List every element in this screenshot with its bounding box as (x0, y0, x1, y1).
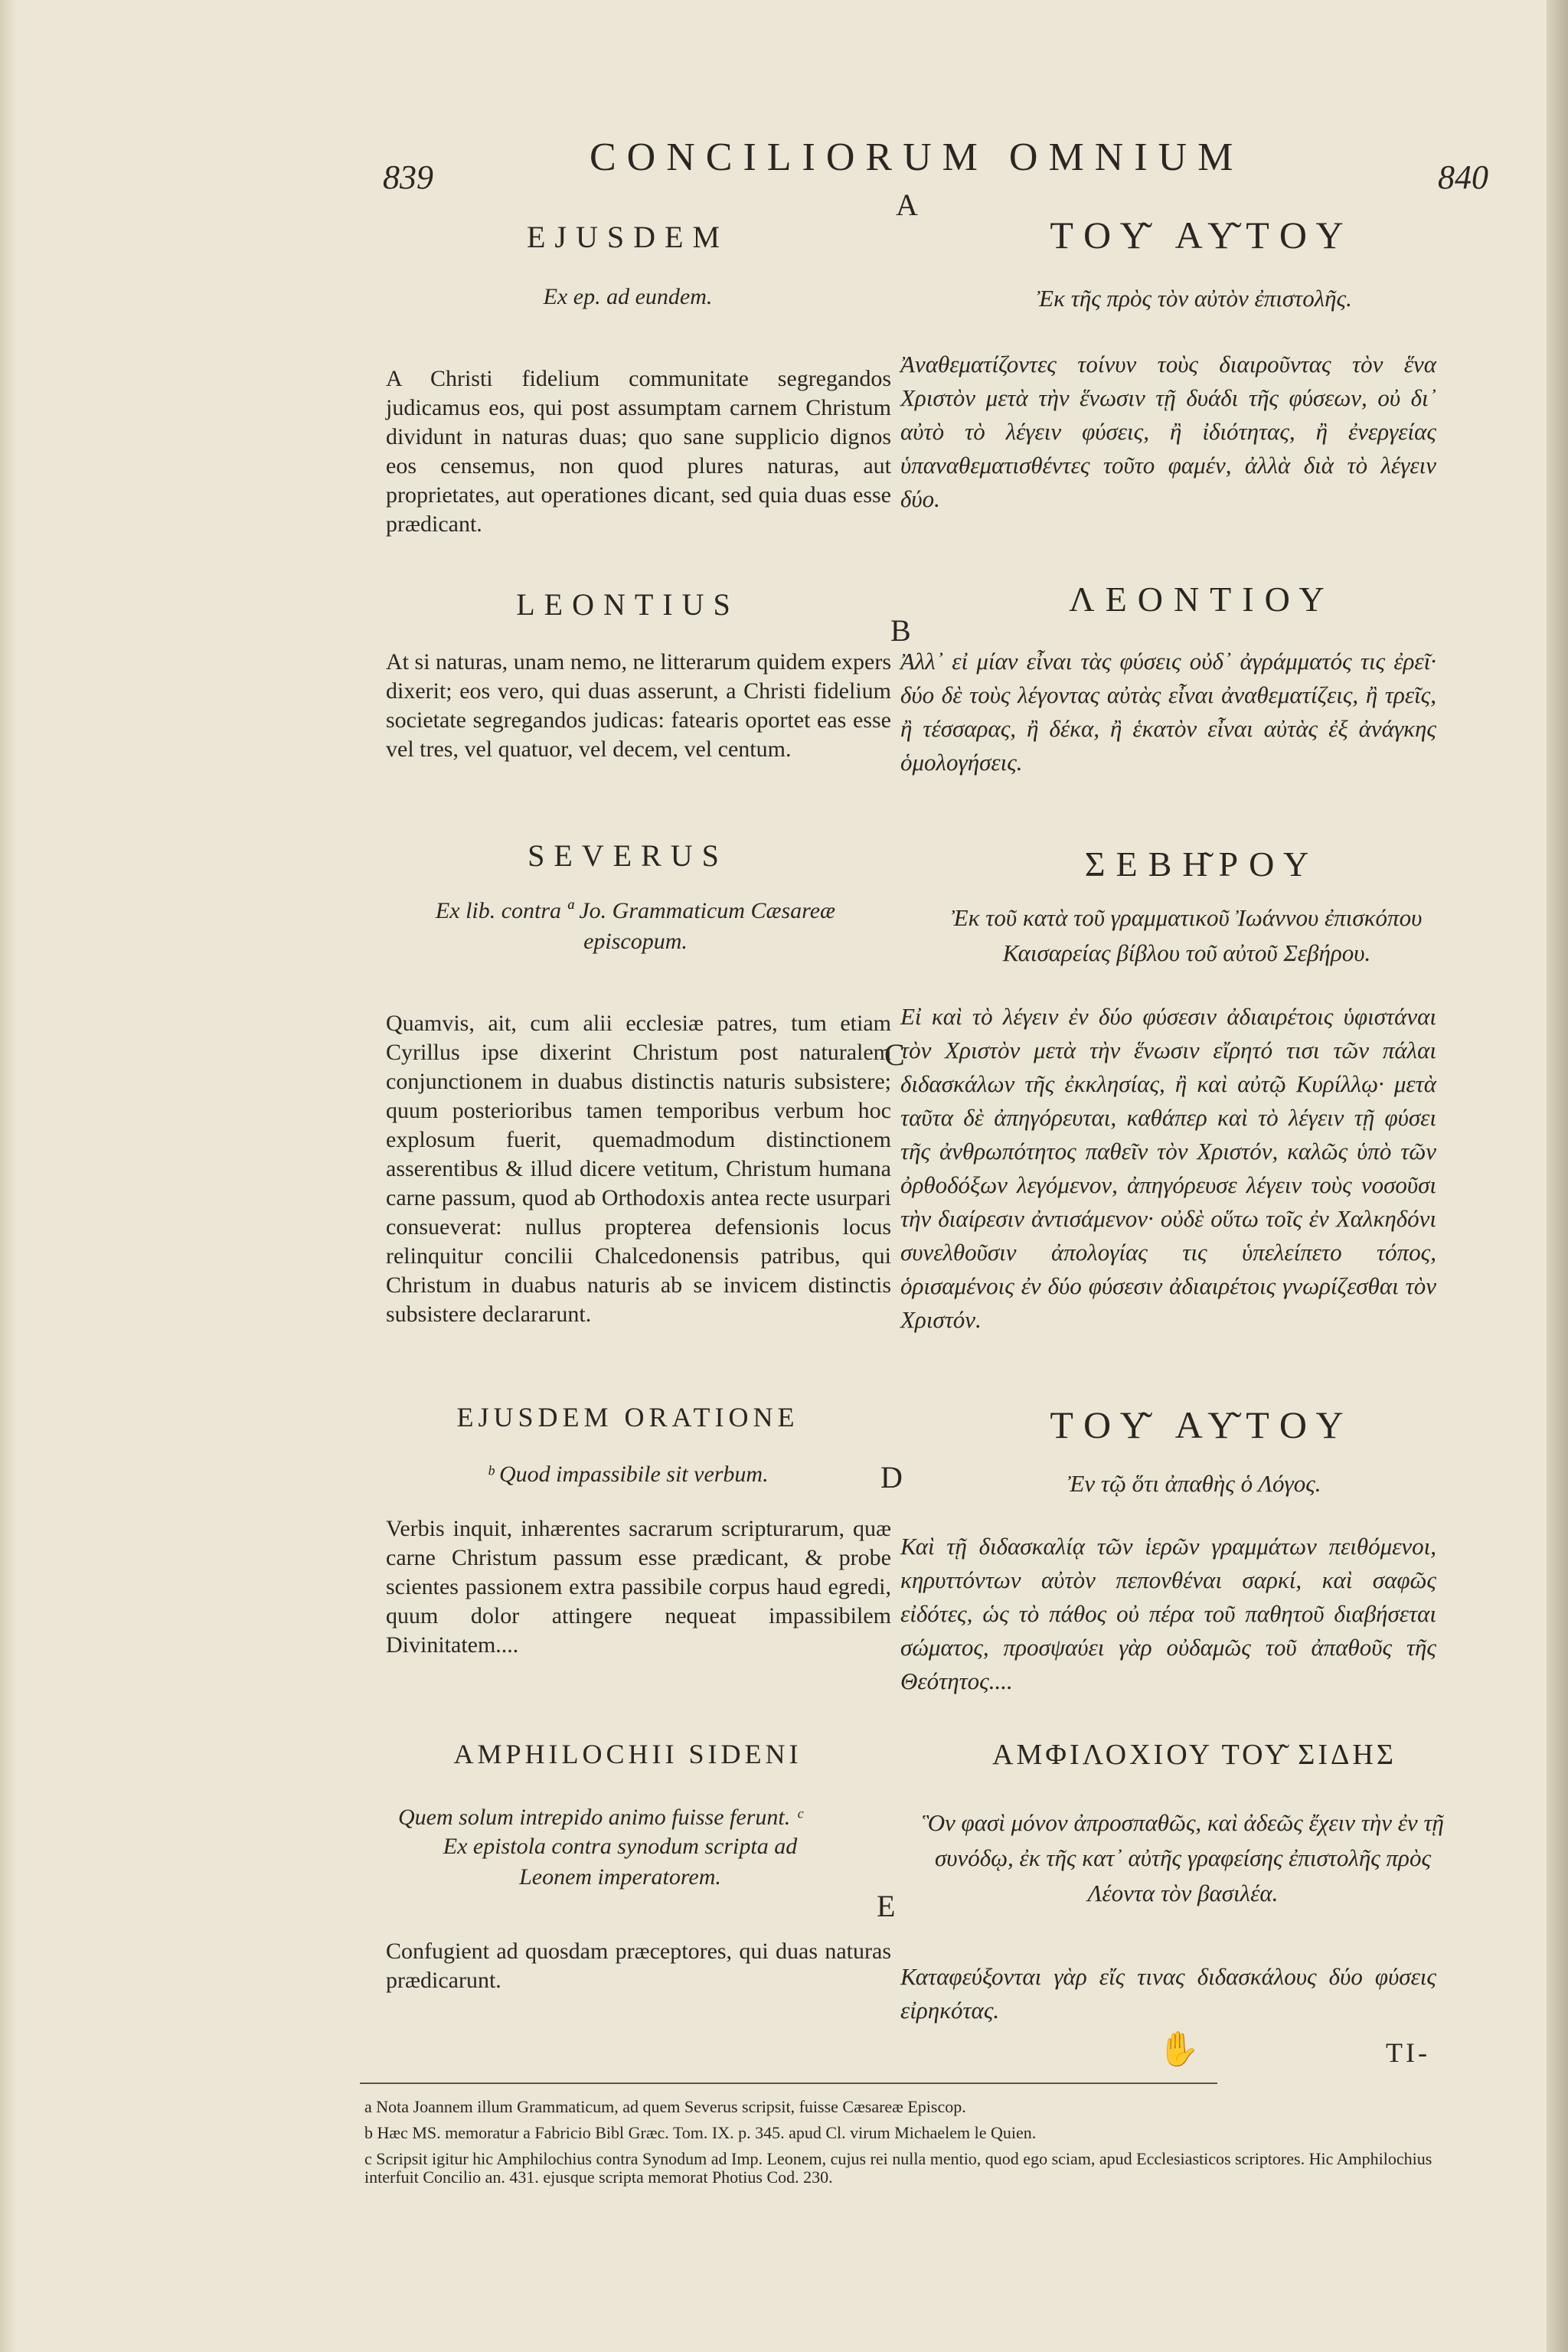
greek-heading-tou-autou: ΤΟΥ͂ ΑΥ͂ΤΟΥ (1050, 214, 1354, 256)
greek-paragraph: Εἰ καὶ τὸ λέγειν ἐν δύο φύσεσιν ἀδιαιρέτοις ὑφιστάναι τὸν Χριστὸν μετὰ τὴν ἕνωσιν εἴρητό τισι τῶν πάλαι διδασκάλων τῆς ἐκκλησίας, ἢ καὶ αὐτῷ Κυρίλλῳ· μετὰ ταῦτα δὲ ἀπηγόρευται, καθάπερ καὶ τὸ λέγειν τῇ φύσει τῆς ἀνθρωπότητος παθεῖν τὸν Χριστόν, καλῶς ὑπὸ τῶν ὀρθοδόξων λεγόμενον, ἀπηγόρευσε λέγειν τοὺς νοσοῦσι τὴν διαίρεσιν ἀντισάμενον· οὐδὲ οὕτω τοῖς ἐν Χαλκηδόνι συνελθοῦσιν ἀπολογίας τις ὑπελείπετο τόπος, ὁρισαμένοις ἐν δύο φύσεσιν ἀδιαιρέτοις γνωρίζεσθαι τὸν Χριστόν. (900, 1003, 1436, 1333)
printer-ornament: ✋ (1158, 2030, 1200, 2068)
footnote-b: b Hæc MS. memoratur a Fabricio Bibl Græc. Tom. IX. p. 345. apud Cl. virum Michaelem le Quien. (364, 2123, 1037, 2142)
greek-subheading: Ἐν τῷ ὅτι ἀπαθὴς ὁ Λόγος. (1067, 1470, 1321, 1497)
latin-paragraph: Verbis inquit, inhærentes sacrarum scripturarum, quæ carne Christum passum esse prædicant, & probe scientes passionem extra passibile corpus haud egredi, quum dolor attingere nequeat impassibilem Divinitatem.... (386, 1516, 891, 1658)
latin-paragraph: At si naturas, unam nemo, ne litterarum quidem expers dixerit; eos vero, qui duas asserunt, a Christi fidelium societate segregandos judicas: fatearis oportet eas esse vel tres, vel quatuor, vel decem, vel centum. (386, 649, 891, 762)
section-marker-c: C (884, 1037, 905, 1072)
page-number-right: 840 (1438, 158, 1488, 196)
greek-subheading: Ἐκ τοῦ κατὰ τοῦ γραμματικοῦ Ἰωάννου ἐπισκόπου Καισαρείας βίβλου τοῦ αὐτοῦ Σεβήρου. (951, 904, 1423, 966)
greek-heading-tou-autou: ΤΟΥ͂ ΑΥ͂ΤΟΥ (1050, 1403, 1354, 1446)
latin-subheading: Quem solum intrepido animo fuisse ferunt. ᶜ (398, 1805, 802, 1830)
latin-heading-ejusdem-oratione: EJUSDEM ORATIONE (456, 1402, 799, 1432)
footnote-a: a Nota Joannem illum Grammaticum, ad quem Severus scripsit, fuisse Cæsareæ Episcop. (364, 2097, 966, 2116)
section-marker-e: E (877, 1889, 896, 1923)
latin-heading-amphilochii: AMPHILOCHII SIDENI (453, 1739, 802, 1769)
gutter-shadow (0, 0, 17, 2352)
section-marker-d: D (880, 1460, 903, 1494)
page-number-left: 839 (383, 158, 433, 196)
page-edge (1547, 0, 1568, 2352)
latin-subheading: Ex lib. contra ª Jo. Grammaticum Cæsareæ episcopum. (435, 898, 836, 954)
greek-paragraph: Ἀναθεματίζοντες τοίνυν τοὺς διαιροῦντας τὸν ἕνα Χριστὸν μετὰ τὴν ἕνωσιν τῇ δυάδι τῆς φύσεων, οὐ δι᾽ αὐτὸ τὸ λέγειν φύσεις, ἢ ἰδιότητας, ἢ ἐνεργείας ὑπαναθεματισθέντες τοῦτο φαμέν, ἀλλὰ διὰ τὸ λέγειν δύο. (900, 351, 1436, 512)
latin-heading-leontius: LEONTIUS (516, 587, 740, 622)
latin-subheading: ᵇ Quod impassibile sit verbum. (487, 1462, 769, 1487)
greek-subheading: Ὃν φασὶ μόνον ἀπροσπαθῶς, καὶ ἀδεῶς ἔχειν τὴν ἐν τῇ συνόδῳ, ἐκ τῆς κατ᾽ αὐτῆς γραφείσης ἐπιστολῆς πρὸς Λέοντα τὸν βασιλέα. (922, 1809, 1444, 1906)
greek-heading-amphilochiou: ΑΜΦΙΛΟΧΙΟΥ ΤΟΥ͂ ΣΙΔΗΣ (992, 1739, 1396, 1771)
latin-paragraph: Quamvis, ait, cum alii ecclesiæ patres, tum etiam Cyrillus ipse dixerint Christum post naturalem conjunctionem in duabus distinctis naturis subsistere; quum posterioribus tamen temporibus verbum hoc explosum fuerit, quemadmodum distinctionem asserentibus & illud dicere vetitum, Christum humana carne passum, quod ab Orthodoxis antea recte usurpari consueverat: nullus propterea defensionis locus relinquitur concilii Chalcedonensis patribus, qui Christum in duabus naturis ab se invicem distinctis subsistere declararunt. (386, 1011, 891, 1327)
latin-paragraph: A Christi fidelium communitate segregandos judicamus eos, qui post assumptam carnem Christum dividunt in naturas duas; quo sane supplicio dignos eos censemus, non quod plures naturas, aut proprietates, aut operationes dicant, sed quia duas esse prædicant. (386, 366, 891, 537)
latin-heading-severus: SEVERUS (528, 838, 728, 873)
greek-paragraph: Ἀλλ᾽ εἰ μίαν εἶναι τὰς φύσεις οὐδ᾽ ἀγράμματός τις ἐρεῖ· δύο δὲ τοὺς λέγοντας αὐτὰς εἶναι ἀναθεματίζεις, ἢ τρεῖς, ἢ τέσσαρας, ἢ δέκα, ἢ ἑκατὸν εἶναι αὐτὰς ἐξ ἀνάγκης ὁμολογήσεις. (900, 648, 1436, 776)
running-head: CONCILIORUM OMNIUM (590, 136, 1244, 179)
greek-heading-seberou: ΣΕΒΗ͂ΡΟΥ (1084, 844, 1320, 884)
footnote-c: c Scripsit igitur hic Amphilochius contra Synodum ad Imp. Leonem, cujus rei nulla mentio, quod ego sciam, apud Ecclesiasticos scriptores. Hic Amphilochius interfuit Concilio an. 431. ejusque scripta memorat Photius Cod. 230. (364, 2149, 1432, 2187)
footnote-rule (360, 2082, 1217, 2084)
greek-paragraph: Καταφεύξονται γὰρ εἴς τινας διδασκάλους δύο φύσεις εἰρηκότας. (900, 1963, 1436, 2024)
section-marker-b: B (890, 613, 911, 648)
latin-paragraph: Confugient ad quosdam præceptores, qui duas naturas prædicarunt. (386, 1939, 891, 1993)
section-marker-a: A (896, 188, 918, 222)
greek-paragraph: Καὶ τῇ διδασκαλίᾳ τῶν ἱερῶν γραμμάτων πειθόμενοι, κηρυττόντων αὐτὸν πεπονθέναι σαρκί, καὶ σαφῶς εἰδότες, ὡς τὸ πάθος οὐ πέρα τοῦ παθητοῦ διαβήσεται σώματος, προσψαύει γὰρ οὐδαμῶς τοῦ ἀπαθοῦς τῆς Θεότητος.... (900, 1533, 1436, 1694)
latin-heading-ejusdem: EJUSDEM (526, 220, 730, 254)
latin-subheading: Ex epistola contra synodum scripta ad Leonem imperatorem. (443, 1834, 798, 1890)
greek-heading-leontiou: ΛΕΟΝΤΙΟΥ (1069, 580, 1335, 619)
catchword: TI- (1386, 2037, 1430, 2068)
greek-subheading: Ἐκ τῆς πρὸς τὸν αὐτὸν ἐπιστολῆς. (1037, 285, 1352, 312)
latin-subheading: Ex ep. ad eundem. (543, 284, 713, 309)
